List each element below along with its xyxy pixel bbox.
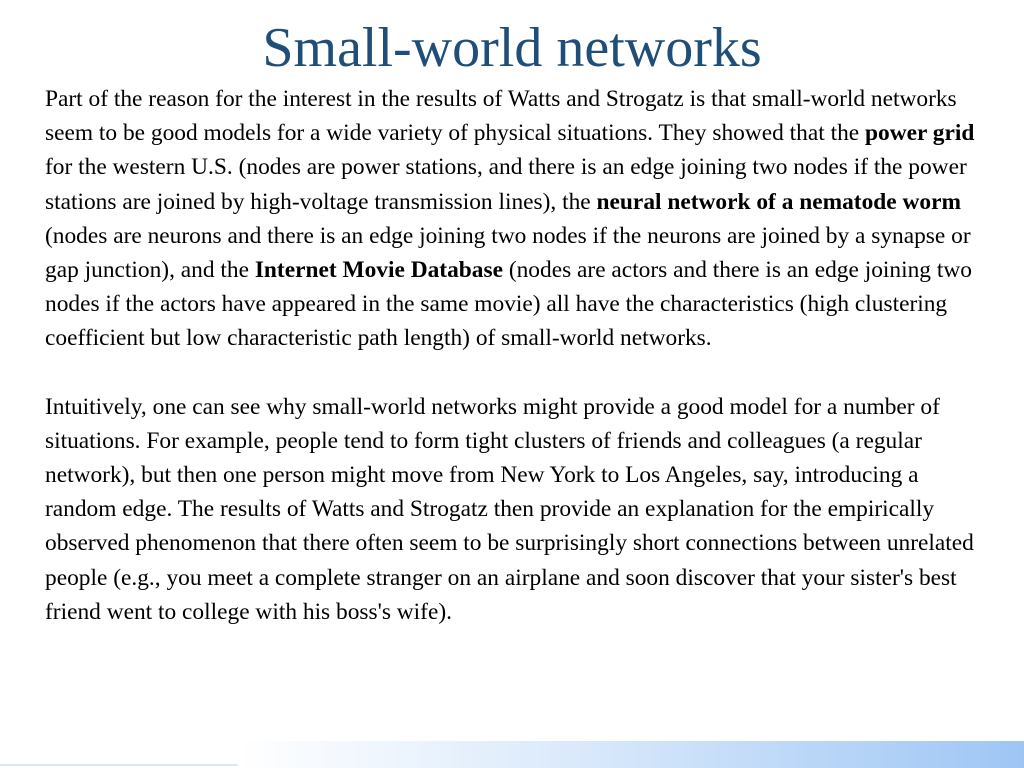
paragraph-1-segment: (nodes are actors and there is an edge joining two nodes if the actors have appeared in the same movie) all have the characteristics (high clustering coefficient but low characteristic path length) of small-world networks. bbox=[45, 257, 972, 352]
paragraph-intuition: Intuitively, one can see why small-world networks might provide a good model for a number of situations. For example, people tend to form tight clusters of friends and colleagues (a regular network), but then one person might move from New York to Los Angeles, say, introducing a random edge. The results of Watts and Strogatz then provide an explanation for the empirically observed phenomenon that there often seem to be surprisingly short connections between unrelated people (e.g., you meet a complete stranger on an airplane and soon discover that your sister's best friend went to college with his boss's wife). bbox=[45, 393, 974, 625]
paragraph-small-world-examples bbox=[45, 82, 985, 356]
term-internet-movie-database: Internet Movie Database bbox=[254, 257, 503, 284]
footer-divider bbox=[0, 764, 238, 766]
term-power-grid: power grid bbox=[865, 120, 975, 147]
paragraph-1-segment: (nodes are neurons and there is an edge joining two nodes if the neurons are joined by a synapse or gap junction), and the bbox=[45, 222, 971, 284]
slide-title: Small-world networks bbox=[262, 17, 762, 79]
term-neural-network: neural network of a nematode worm bbox=[596, 188, 961, 215]
paragraph-1-segment: Part of the reason for the interest in the results of Watts and Strogatz is that small-world networks seem to be good models for a wide variety of physical situations. They showed that the bbox=[45, 86, 957, 147]
paragraph-1-segment: for the western U.S. (nodes are power stations, and there is an edge joining two nodes if the power stations are joined by high-voltage transmission lines), the bbox=[45, 154, 967, 215]
footer-gradient-bar bbox=[238, 741, 1024, 768]
slide-body bbox=[45, 82, 985, 629]
